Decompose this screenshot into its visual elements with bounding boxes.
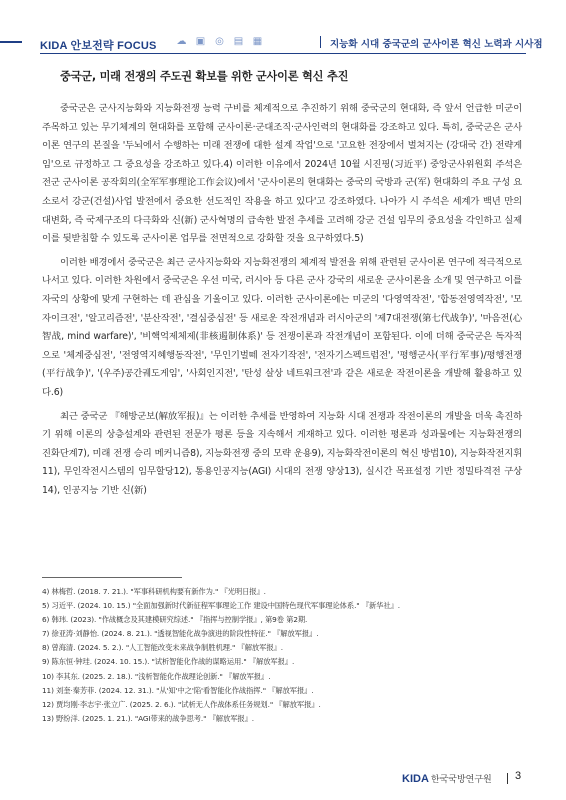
footnote: 11) 刘奎·秦芳菲. (2024. 12. 31.). "从'知'中之'陷'看智能化作战指挥." 『解放军报』.	[42, 685, 314, 695]
footnote: 9) 陈东恒·钟珪. (2024. 10. 15.). "试析智能化作战的谋略运用." 『解放军报』.	[42, 657, 295, 667]
document-icon: ▤	[233, 36, 244, 47]
footnote: 7) 徐亚涛·刘静怡. (2024. 8. 21.). "透视智能化战争演进的阶段性特征." 『解放军报』.	[42, 629, 319, 639]
footnote: 8) 曾海清. (2024. 5. 2.). "人工智能改变未来战争制胜机理." 『解放军报』.	[42, 643, 283, 653]
page-header	[0, 0, 566, 58]
footnote: 6) 韩玮. (2023). "作战概念及其建模研究综述." 『指挥与控制学报』, 第9卷 第2期.	[42, 615, 308, 625]
paragraph: 중국군은 군사지능화와 지능화전쟁 능력 구비를 체계적으로 추진하기 위해 중국군의 현대화, 즉 앞서 언급한 미군이 주목하고 있는 무기체계의 현대화를 포함해 군사이론·군대조직·군사인력의 현대화를 강조하고 있다. 특히, 중국군은 군사이론 연구의 본질을 '두뇌에서 수행하는 미래 전쟁에 대한 설계 작업'으로 '고요한 전장에서 벌쳐지는 (강대국 간) 전략게임'으로 규정하고 그 중요성을 강조하고 있다.4) 이러한 이유에서 2024년 10월 시진핑(习近平) 중앙군사위원회 주석은 전군 군사이론 공작회의(全军军事理论工作会议)에서 '군사이론의 현대화는 중국의 국방과 군(军) 현대화의 주요 구성 요소로서 강군(건설)사업 발전에서 중요한 선도적인 작용을 하고 있다'고 강조하였다. 나아가 시 주석은 세계가 백년 만의 대변화, 즉 국제구조의 다극화와 신(新) 군사혁명의 급속한 발전 추세를 고려해 강군 건설 임무의 중요성을 각인하고 실제 이를 뒷받침할 수 있도록 군사이론 업무를 전면적으로 강화할 것을 요구하였다.5)	[42, 103, 522, 245]
footnote-divider	[42, 577, 182, 578]
footnote: 4) 林梅哲. (2018. 7. 21.). "军事科研机构要有新作为." 『光明日报』.	[42, 587, 266, 596]
cloud-gear-icon: ☁	[176, 36, 187, 47]
footnote: 13) 野纷洋. (2025. 1. 21.). "AGI带来的战争思考." 『解放军报』.	[42, 713, 255, 723]
device-icon: ▦	[252, 36, 263, 47]
footnote: 12) 贾均刚·李志宇·张立广. (2025. 2. 6.). "试析无人作战体系任务规划." 『解放军报』.	[42, 699, 321, 709]
header-rule	[40, 53, 526, 54]
logo-mark: KIDA	[402, 773, 429, 785]
running-title: 지능화 시대 중국군의 군사이론 혁신 노력과 시사점	[330, 39, 543, 50]
article-body	[42, 68, 522, 505]
footnote: 10) 李其东. (2025. 2. 18.). "浅析智能化作战理论创新." 『解放军报』.	[42, 671, 271, 681]
header-divider	[320, 36, 321, 48]
footnotes	[42, 585, 522, 726]
header-icon-row	[176, 36, 263, 47]
monitor-icon: ▣	[195, 36, 206, 47]
page-number: 3	[515, 770, 522, 782]
publication-brand: KIDA 안보전략 FOCUS	[40, 40, 157, 52]
logo-name: 한국국방연구원	[430, 774, 492, 784]
paragraph: 최근 중국군 『해방군보(解放军报)』는 이러한 추세를 반영하여 지능화 시대 전쟁과 작전이론의 개발을 더욱 촉진하기 위해 이론의 상층설계와 관련된 전문가 평론 등을 지속해서 게재하고 있다. 이러한 평론과 성과물에는 지능화전쟁의 진화단계7), 미래 전쟁 승리 메커니즘8), 지능화전쟁 중의 모략 운용9), 지능화작전이론의 혁신 방법10), 지능화작전지휘11), 무인작전시스템의 임무할당12), 통용인공지능(AGI) 시대의 전쟁 양상13), 실시간 목표설정 기반 정밀타격전 구상14), 인공지능 기반 신(新)	[42, 410, 522, 496]
globe-icon: ◎	[215, 36, 224, 47]
paragraph: 이러한 배경에서 중국군은 최근 군사지능화와 지능화전쟁의 체계적 발전을 위해 관련된 군사이론 연구에 적극적으로 나서고 있다. 이러한 차원에서 중국군은 우선 미국, 러시아 등 다른 군사 강국의 새로운 군사이론을 소개 및 연구하고 이를 자국의 상황에 맞게 구현하는 데 관심을 기울이고 있다. 이러한 군사이론에는 미군의 '다영역작전', '합동전영역작전', '모자이크전', '알고리즘전', '분산작전', '결심중심전' 등 새로운 작전개념과 러시아군의 '제7대전쟁(第七代战争)', '마음전(心智战, mind warfare)', '비핵억제체제(非核遏制体系)' 등 전쟁이론과 작전개념이 포함된다. 이에 더해 중국군은 독자적으로 '체계중심전', '전영역지혜행동작전', '무인기벌떼 전자기작전', '전자기스펙트럼전', '평행군사(平行军事)/평행전쟁(平行战争)', '(우주)공간궤도게임', '사회인지전', '탄성 살상 네트워크전'과 같은 새로운 작전이론을 개발해 활용하고 있다.6)	[42, 256, 522, 398]
header-decoration	[0, 36, 34, 47]
page-footer	[0, 770, 566, 800]
kida-logo	[402, 772, 492, 785]
section-title: 중국군, 미래 전쟁의 주도권 확보를 위한 군사이론 혁신 추진	[60, 70, 349, 83]
footnote: 5) 习近平. (2024. 10. 15.) "全面加强新时代新征程军事理论工作 建设中国特色现代军事理论体系." 『新华社』.	[42, 601, 400, 611]
footer-divider	[507, 773, 508, 784]
